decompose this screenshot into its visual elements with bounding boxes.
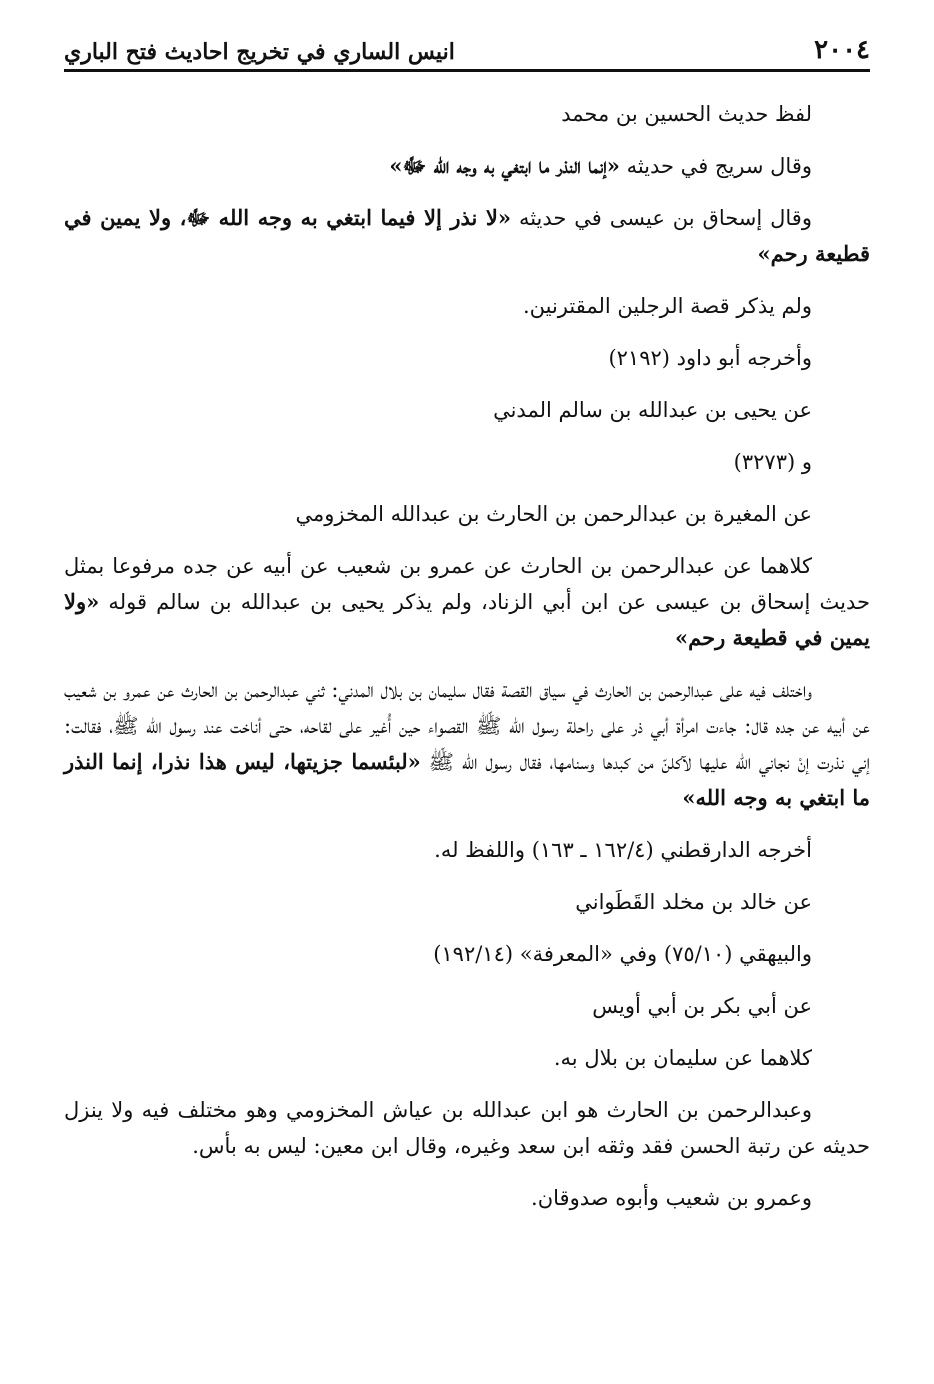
text-plain: وقال سريج في حديثه	[619, 154, 812, 178]
text-line: كلاهما عن سليمان بن بلال به.	[553, 1046, 812, 1070]
hadith-quote: «ولا يمين في قطيعة رحم»	[64, 589, 870, 650]
book-title: انيس الساري في تخريج احاديث فتح الباري	[64, 39, 455, 65]
text-line: وأخرجه أبو داود (٢١٩٢)	[608, 346, 812, 370]
text-paragraph	[64, 200, 870, 272]
text-line: عن أبي بكر بن أبي أويس	[592, 994, 812, 1018]
hadith-quote: «إنما النذر ما ابتغي به وجه الله ﷻ»	[389, 153, 620, 178]
text-plain: كلاهما عن عبدالرحمن بن الحارث عن عمرو بن شعيب عن أبيه عن جده مرفوعا بمثل حديث إسحاق بن عيسى عن ابن أبي الزناد، ولم يذكر يحيى بن عبدالله بن سالم قوله	[64, 554, 870, 614]
text-line: أخرجه الدارقطني (١٦٢/٤ ـ ١٦٣) واللفظ له.	[434, 838, 812, 862]
page-header	[64, 32, 870, 72]
text-line: لفظ حديث الحسين بن محمد	[561, 102, 812, 126]
text-line: ولم يذكر قصة الرجلين المقترنين.	[522, 294, 812, 318]
page-body	[64, 96, 870, 1232]
text-plain: وقال إسحاق بن عيسى في حديثه	[511, 206, 812, 230]
text-line: عن يحيى بن عبدالله بن سالم المدني	[493, 398, 812, 422]
text-line: عن المغيرة بن عبدالرحمن بن الحارث بن عبدالله المخزومي	[295, 502, 812, 526]
text-paragraph	[64, 672, 870, 816]
hadith-quote: «لا نذر إلا فيما ابتغي به وجه الله ﷻ، ولا يمين في قطيعة رحم»	[64, 205, 870, 266]
hadith-quote: «لبئسما جزيتها، ليس هذا نذرا، إنما النذر ما ابتغي به وجه الله»	[64, 749, 870, 810]
page-number: ٢٠٠٤	[814, 35, 870, 65]
text-line: والبيهقي (٧٥/١٠) وفي «المعرفة» (١٩٢/١٤)	[433, 942, 812, 966]
text-paragraph	[64, 548, 870, 656]
text-line: عن خالد بن مخلد القَطَواني	[575, 890, 812, 914]
text-line	[64, 148, 870, 184]
text-plain: واختلف فيه على عبدالرحمن بن الحارث في سياق القصة فقال سليمان بن بلال المدني: ثني عبدالرحمن بن الحارث عن عمرو بن شعيب عن أبيه عن جده قال: جاءت امرأة أبي ذر على راحلة رسول الله ﷺ القصواء حين أُغير على لقاحه، حتى أناخت عند رسول الله ﷺ، فقالت: إني نذرت إنْ نجاني الله عليها لآكلنّ من كبدها وسنامها، فقال رسول الله ﷺ	[64, 678, 870, 774]
text-paragraph: وعبدالرحمن بن الحارث هو ابن عبدالله بن عياش المخزومي وهو مختلف فيه ولا ينزل حديثه عن رتبة الحسن فقد وثقه ابن سعد وغيره، وقال ابن معين: ليس به بأس.	[64, 1098, 870, 1158]
text-line: و (٣٢٧٣)	[733, 450, 812, 474]
text-line: وعمرو بن شعيب وأبوه صدوقان.	[531, 1186, 812, 1210]
